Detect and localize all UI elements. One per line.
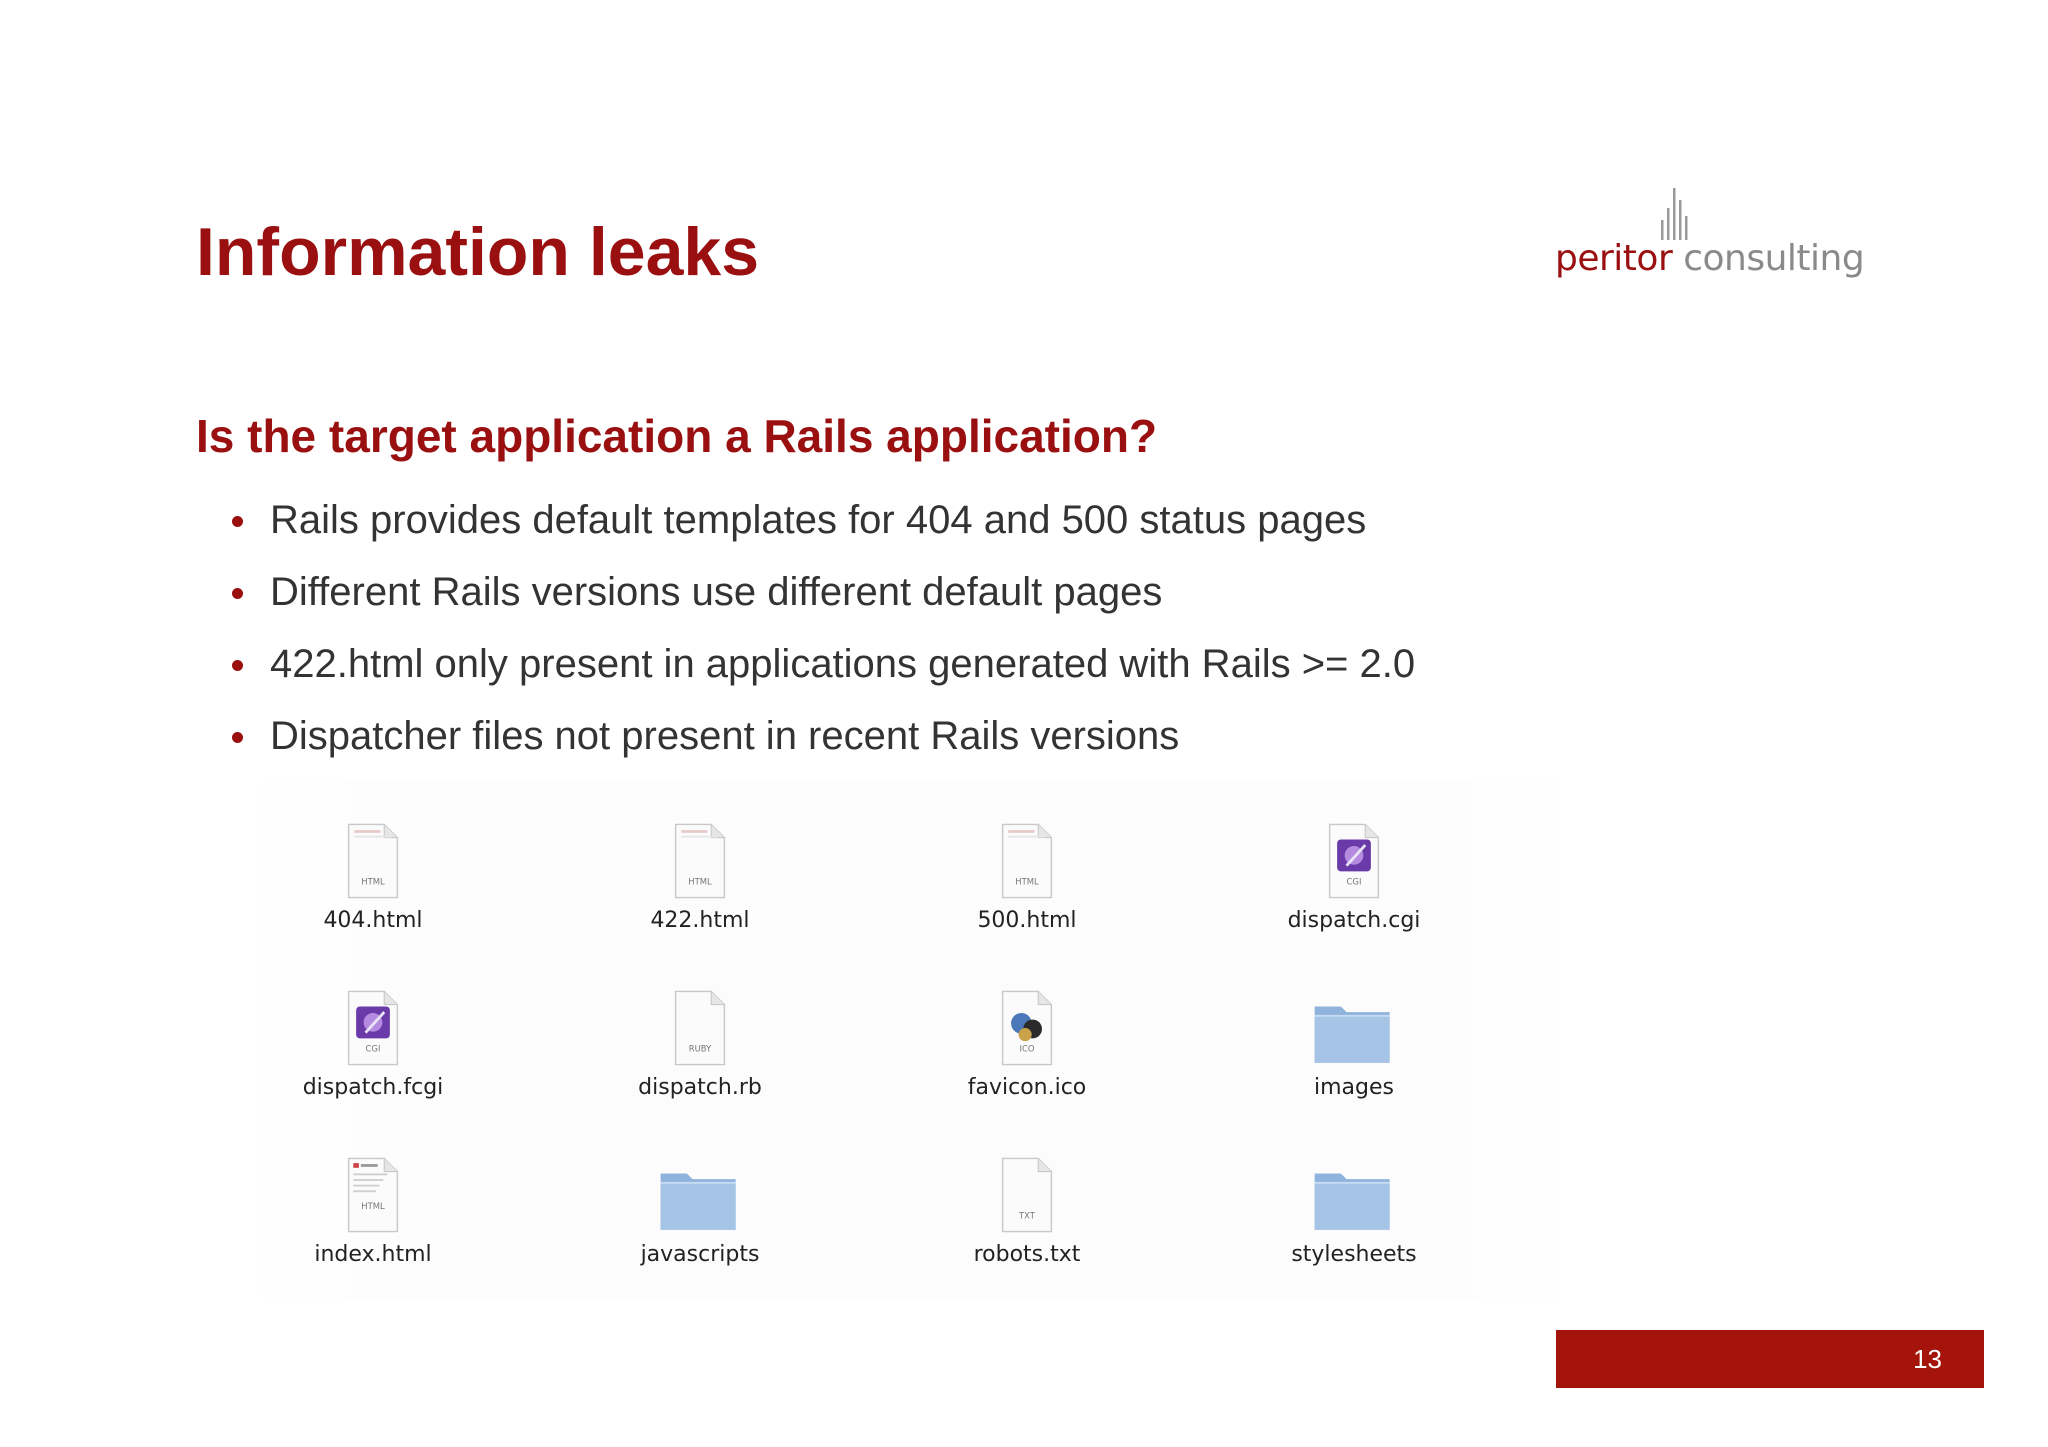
- file-item[interactable]: [585, 1114, 815, 1267]
- page-number-bar: [1556, 1330, 1984, 1388]
- svg-text:ICO: ICO: [1019, 1043, 1035, 1054]
- file-name: javascripts: [640, 1242, 760, 1267]
- bullet-text: Different Rails versions use different default pages: [270, 570, 1163, 614]
- image-file-icon: [982, 983, 1072, 1073]
- bullet-item: [232, 706, 1415, 778]
- bullet-text: 422.html only present in applications generated with Rails >= 2.0: [270, 642, 1416, 686]
- file-name: dispatch.fcgi: [302, 1075, 444, 1100]
- file-item[interactable]: [1239, 947, 1469, 1100]
- logo-bars-icon: [1655, 186, 1695, 242]
- file-item[interactable]: [258, 780, 488, 933]
- html-file-icon: [328, 816, 418, 906]
- cgi-script-icon: [1309, 816, 1399, 906]
- folder-icon: [1309, 1150, 1399, 1240]
- svg-text:CGI: CGI: [1346, 876, 1362, 887]
- logo-word-consulting: consulting: [1683, 238, 1865, 279]
- file-item[interactable]: [258, 1114, 488, 1267]
- file-item[interactable]: [1239, 780, 1469, 933]
- folder-icon: [655, 1150, 745, 1240]
- finder-file-listing: [240, 780, 1580, 1300]
- slide-title: Information leaks: [196, 214, 760, 290]
- html-file-icon: [982, 816, 1072, 906]
- document-icon: [982, 1150, 1072, 1240]
- svg-text:CGI: CGI: [365, 1043, 381, 1054]
- bullet-dot-icon: [232, 732, 243, 743]
- file-item[interactable]: [258, 947, 488, 1100]
- svg-text:HTML: HTML: [1015, 876, 1039, 887]
- bullet-item: [232, 562, 1415, 634]
- svg-text:TXT: TXT: [1019, 1210, 1035, 1221]
- logo-word-peritor: peritor: [1555, 238, 1673, 279]
- document-icon: [655, 983, 745, 1073]
- bullet-text: Dispatcher files not present in recent Rails versions: [270, 714, 1180, 758]
- file-item[interactable]: [912, 1114, 1142, 1267]
- cgi-script-icon: [328, 983, 418, 1073]
- file-name: dispatch.cgi: [1287, 908, 1421, 933]
- file-name: 404.html: [323, 908, 423, 933]
- file-name: 500.html: [977, 908, 1077, 933]
- file-item[interactable]: [585, 780, 815, 933]
- company-logo: [1555, 186, 1865, 286]
- bullet-item: [232, 634, 1415, 706]
- file-item[interactable]: [912, 780, 1142, 933]
- file-name: robots.txt: [973, 1242, 1081, 1267]
- file-name: stylesheets: [1291, 1242, 1417, 1267]
- file-name: dispatch.rb: [638, 1075, 762, 1100]
- bullet-item: [232, 490, 1415, 562]
- bullet-text: Rails provides default templates for 404 and 500 status pages: [270, 498, 1367, 542]
- bullet-dot-icon: [232, 516, 243, 527]
- logo-wordmark: [1555, 238, 1864, 279]
- bullet-list: [232, 490, 1415, 778]
- file-name: index.html: [314, 1242, 432, 1267]
- svg-text:RUBY: RUBY: [688, 1043, 712, 1054]
- file-item[interactable]: [912, 947, 1142, 1100]
- file-name: favicon.ico: [967, 1075, 1087, 1100]
- file-item[interactable]: [585, 947, 815, 1100]
- slide-subtitle: Is the target application a Rails application?: [196, 410, 1158, 462]
- page-number: 13: [1913, 1344, 1942, 1374]
- file-name: 422.html: [650, 908, 750, 933]
- file-item[interactable]: [1239, 1114, 1469, 1267]
- svg-text:HTML: HTML: [688, 876, 712, 887]
- svg-text:HTML: HTML: [361, 876, 385, 887]
- svg-text:HTML: HTML: [361, 1201, 385, 1212]
- bullet-dot-icon: [232, 588, 243, 599]
- bullet-dot-icon: [232, 660, 243, 671]
- folder-icon: [1309, 983, 1399, 1073]
- html-file-icon: [655, 816, 745, 906]
- file-name: images: [1314, 1075, 1394, 1100]
- html-file-icon: [328, 1150, 418, 1240]
